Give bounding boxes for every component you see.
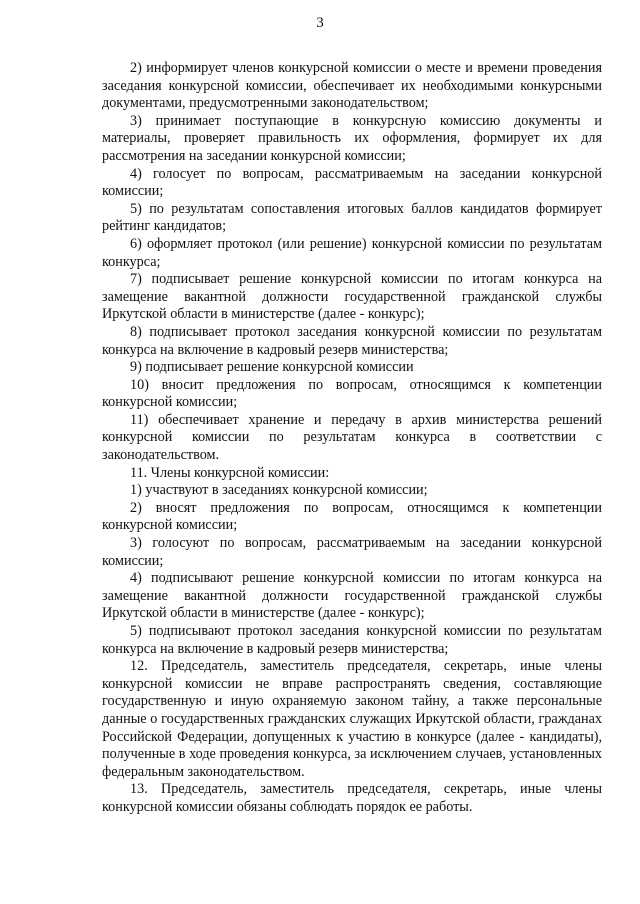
paragraph: 4) подписывают решение конкурсной комиссии по итогам конкурса на замещение вакантной должности государственной гражданской службы Иркутской области в министерстве (далее - конкурс); bbox=[102, 570, 602, 622]
paragraph: 10) вносит предложения по вопросам, относящимся к компетенции конкурсной комиссии; bbox=[102, 376, 602, 411]
section-heading: 11. Члены конкурсной комиссии: bbox=[130, 464, 330, 481]
paragraph: 3) принимает поступающие в конкурсную комиссию документы и материалы, проверяет правильность их оформления, формирует их для рассмотрения на заседании конкурсной комиссии; bbox=[102, 112, 602, 164]
paragraph: 2) информирует членов конкурсной комиссии о месте и времени проведения заседания конкурсной комиссии, обеспечивает их необходимыми конкурсными документами, предусмотренными законодательством; bbox=[102, 60, 602, 112]
paragraph: 12. Председатель, заместитель председателя, секретарь, иные члены конкурсной комиссии не вправе распространять сведения, составляющие государственную и иную охраняемую законом тайну, а также персональные данные о государственных гражданских служащих Иркутской области, гражданах Российской Федерации, допущенных к участию в конкурсе (далее - кандидаты), полученные в ходе проведения конкурса, за исключением случаев, установленных федеральным законодательством. bbox=[102, 658, 602, 780]
document-body bbox=[102, 60, 602, 817]
paragraph: 4) голосует по вопросам, рассматриваемым на заседании конкурсной комиссии; bbox=[102, 165, 602, 200]
paragraph: 8) подписывает протокол заседания конкурсной комиссии по результатам конкурса на включение в кадровый резерв министерства; bbox=[102, 323, 602, 358]
paragraph: 13. Председатель, заместитель председателя, секретарь, иные члены конкурсной комиссии обязаны соблюдать порядок ее работы. bbox=[102, 781, 602, 815]
paragraph: 7) подписывает решение конкурсной комиссии по итогам конкурса на замещение вакантной должности государственной гражданской службы Иркутской области в министерстве (далее - конкурс); bbox=[102, 271, 602, 323]
page-number: 3 bbox=[316, 15, 324, 31]
paragraph: 2) вносят предложения по вопросам, относящимся к компетенции конкурсной комиссии; bbox=[102, 499, 602, 534]
paragraph: 5) по результатам сопоставления итоговых баллов кандидатов формирует рейтинг кандидатов; bbox=[102, 200, 602, 235]
paragraph: 5) подписывают протокол заседания конкурсной комиссии по результатам конкурса на включение в кадровый резерв министерства; bbox=[102, 623, 602, 657]
paragraph: 9) подписывает решение конкурсной комиссии bbox=[130, 359, 414, 376]
paragraph: 11) обеспечивает хранение и передачу в архив министерства решений конкурсной комиссии по результатам конкурса в соответствии с законодательством. bbox=[102, 411, 602, 464]
paragraph: 6) оформляет протокол (или решение) конкурсной комиссии по результатам конкурса; bbox=[102, 235, 602, 270]
paragraph: 3) голосуют по вопросам, рассматриваемым на заседании конкурсной комиссии; bbox=[102, 535, 602, 569]
paragraph: 1) участвуют в заседаниях конкурсной комиссии; bbox=[130, 482, 428, 499]
